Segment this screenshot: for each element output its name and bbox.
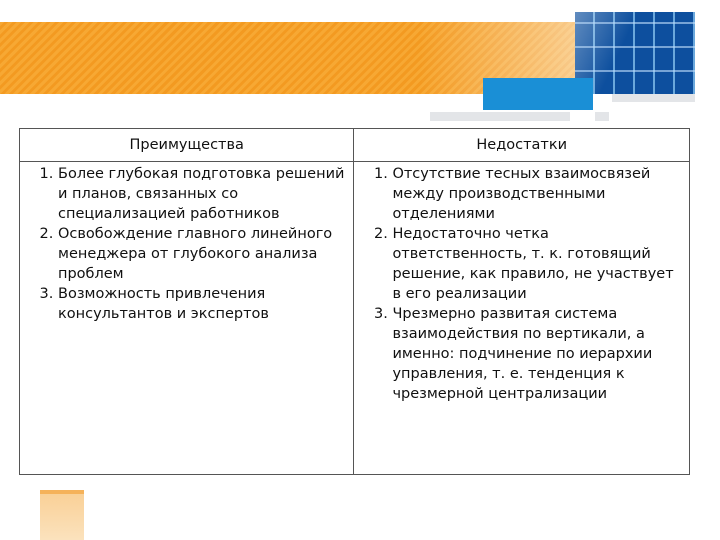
- advantages-header: Преимущества: [20, 129, 354, 162]
- advantages-cell: [20, 162, 354, 475]
- corner-decoration: [40, 490, 84, 540]
- list-item: 3. Чрезмерно развитая система взаимодействия по вертикали, а именно: подчинение по иерархии управления, т. е. тенденция к чрезмерной централизации: [392, 304, 683, 404]
- gray-accent-bar: [595, 112, 609, 121]
- blue-accent-block: [483, 78, 593, 110]
- building-photo-windows: [575, 12, 695, 94]
- list-item: 2. Освобождение главного линейного менеджера от глубокого анализа проблем: [58, 224, 347, 284]
- gray-accent-bar: [430, 112, 570, 121]
- corner-decoration-edge: [40, 490, 84, 494]
- list-item: 1. Отсутствие тесных взаимосвязей между производственными отделениями: [392, 164, 683, 224]
- table-row: [20, 162, 690, 475]
- list-item: 3. Возможность привлечения консультантов и экспертов: [58, 284, 347, 324]
- list-item: 1. Более глубокая подготовка решений и планов, связанных со специализацией работников: [58, 164, 347, 224]
- advantages-list: [26, 164, 347, 324]
- disadvantages-cell: [354, 162, 690, 475]
- table-header-row: [20, 129, 690, 162]
- list-item: 2. Недостаточно четка ответственность, т. к. готовящий решение, как правило, не участвует в его реализации: [392, 224, 683, 304]
- comparison-table: [19, 128, 690, 475]
- disadvantages-header: Недостатки: [354, 129, 690, 162]
- disadvantages-list: [360, 164, 683, 404]
- gray-accent-bar: [612, 94, 695, 102]
